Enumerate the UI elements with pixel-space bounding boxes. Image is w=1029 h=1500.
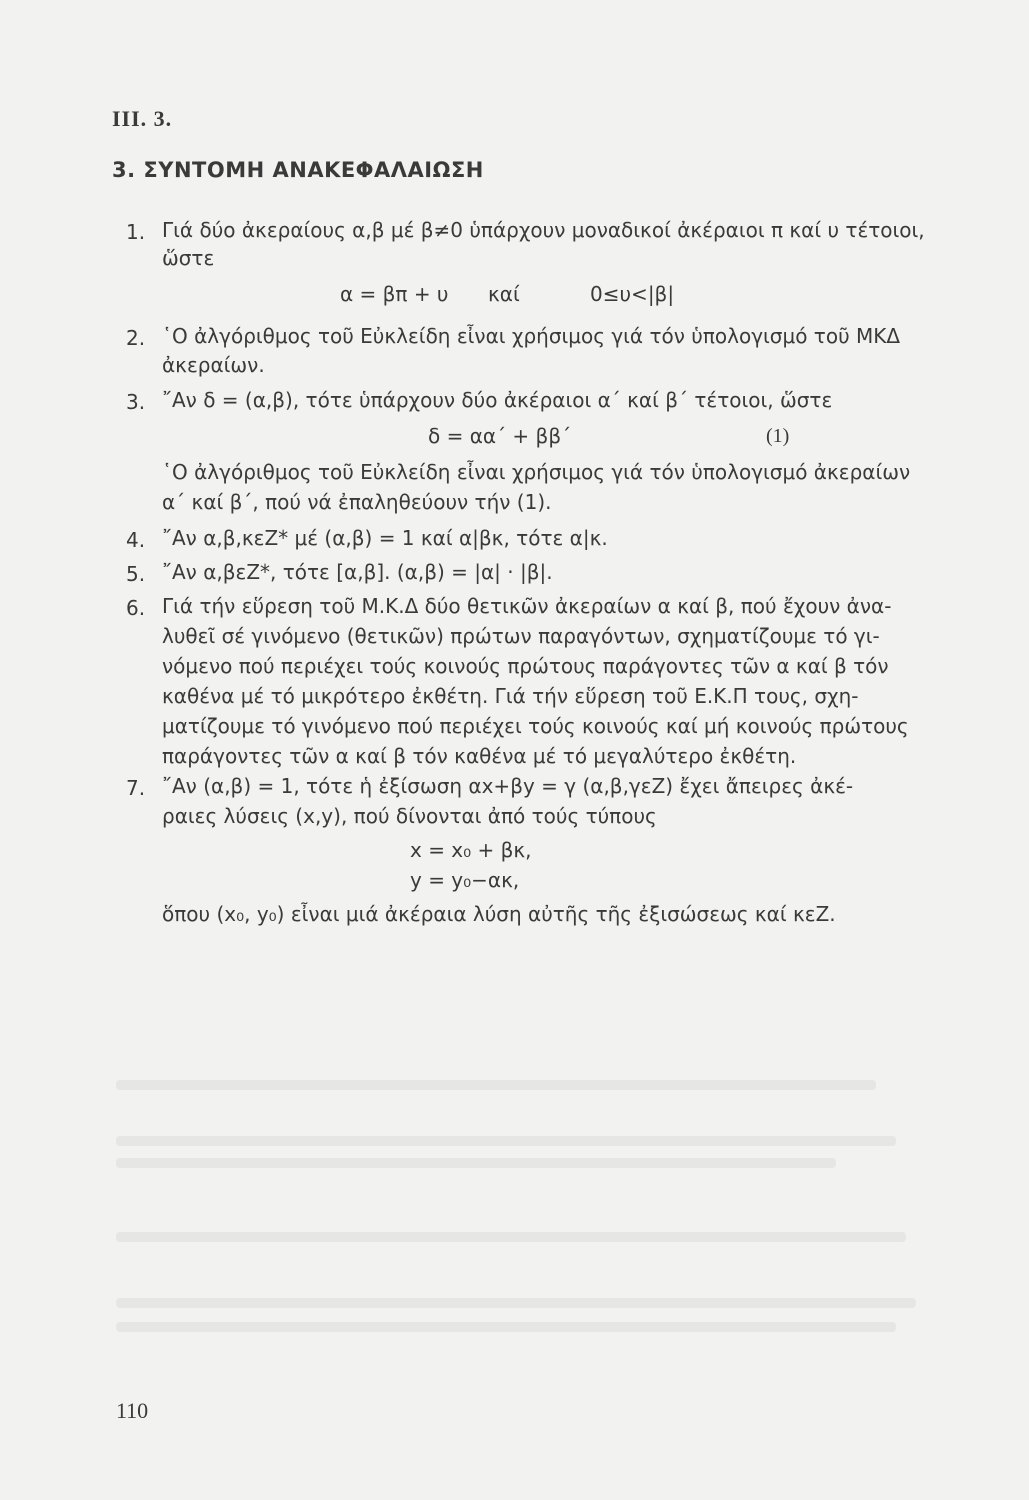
show-through-decor xyxy=(116,1322,896,1332)
item-5-line-1: ῎Αν α,βεZ*, τότε [α,β]. (α,β) = |α| · |β|. xyxy=(162,560,553,584)
item-7-line-2: ραιες λύσεις (x,y), πού δίνονται ἀπό τούς τύπους xyxy=(162,804,657,828)
item-3-formula: δ = αα΄ + ββ΄ xyxy=(428,424,572,448)
item-number-6: 6. xyxy=(126,596,146,620)
item-number-4: 4. xyxy=(126,528,146,552)
item-number-3: 3. xyxy=(126,390,146,414)
item-7-line-1: ῎Αν (α,β) = 1, τότε ἡ ἐξίσωση αx+βy = γ (α,β,γεZ) ἔχει ἄπειρες ἀκέ- xyxy=(162,774,854,798)
item-3-formula-tag: (1) xyxy=(766,425,790,447)
item-6-line-4: καθένα μέ τό μικρότερο ἐκθέτη. Γιά τήν εὕρεση τοῦ Ε.Κ.Π τους, σχη- xyxy=(162,684,859,708)
item-2-line-2: ἀκεραίων. xyxy=(162,353,265,377)
item-1-formula-left: α = βπ + υ xyxy=(340,282,449,306)
show-through-decor xyxy=(116,1080,876,1090)
item-7-formula-y: y = y₀−ακ, xyxy=(410,868,520,892)
item-7-formula-x: x = x₀ + βκ, xyxy=(410,838,532,862)
item-3-after-1: ῾Ο ἀλγόριθμος τοῦ Εὐκλείδη εἶναι χρήσιμος γιά τόν ὑπολογισμό ἀκεραίων xyxy=(162,460,911,484)
page-number: 110 xyxy=(116,1398,149,1423)
item-number-1: 1. xyxy=(126,220,146,244)
item-6-line-6: παράγοντες τῶν α καί β τόν καθένα μέ τό μεγαλύτερο ἐκθέτη. xyxy=(162,744,797,768)
section-title: 3. ΣΥΝΤΟΜΗ ΑΝΑΚΕΦΑΛΑΙΩΣΗ xyxy=(112,158,484,182)
item-6-line-5: ματίζουμε τό γινόμενο πού περιέχει τούς κοινούς καί μή κοινούς πρώτους xyxy=(162,714,909,738)
item-2-line-1: ῾Ο ἀλγόριθμος τοῦ Εὐκλείδη εἶναι χρήσιμος γιά τόν ὑπολογισμό τοῦ ΜΚΔ xyxy=(162,324,901,348)
show-through-decor xyxy=(116,1232,906,1242)
item-6-line-3: νόμενο πού περιέχει τούς κοινούς πρώτους παράγοντες τῶν α καί β τόν xyxy=(162,654,889,678)
show-through-decor xyxy=(116,1298,916,1308)
item-number-7: 7. xyxy=(126,776,146,800)
show-through-decor xyxy=(116,1158,836,1168)
item-1-formula-mid: καί xyxy=(488,282,520,306)
item-7-after-1: ὅπου (x₀, y₀) εἶναι μιά ἀκέραια λύση αὐτῆς τῆς ἐξισώσεως καί κεZ. xyxy=(162,902,836,926)
item-6-line-1: Γιά τήν εὕρεση τοῦ Μ.Κ.Δ δύο θετικῶν ἀκεραίων α καί β, πού ἔχουν ἀνα- xyxy=(162,594,892,618)
show-through-decor xyxy=(116,1136,896,1146)
running-head: III. 3. xyxy=(112,106,173,131)
item-1-line-1: Γιά δύο ἀκεραίους α,β μέ β≠0 ὑπάρχουν μοναδικοί ἀκέραιοι π καί υ τέτοιοι, xyxy=(162,218,925,242)
item-4-line-1: ῎Αν α,β,κεZ* μέ (α,β) = 1 καί α|βκ, τότε α|κ. xyxy=(162,526,608,550)
item-number-5: 5. xyxy=(126,562,146,586)
item-1-line-2: ὥστε xyxy=(162,246,215,270)
item-number-2: 2. xyxy=(126,326,146,350)
item-3-after-2: α΄ καί β΄, πού νά ἐπαληθεύουν τήν (1). xyxy=(162,490,552,514)
item-6-line-2: λυθεῖ σέ γινόμενο (θετικῶν) πρώτων παραγόντων, σχηματίζουμε τό γι- xyxy=(162,624,880,648)
item-3-line-1: ῎Αν δ = (α,β), τότε ὑπάρχουν δύο ἀκέραιοι α΄ καί β΄ τέτοιοι, ὥστε xyxy=(162,388,833,412)
item-1-formula-right: 0≤υ<|β| xyxy=(590,282,675,306)
